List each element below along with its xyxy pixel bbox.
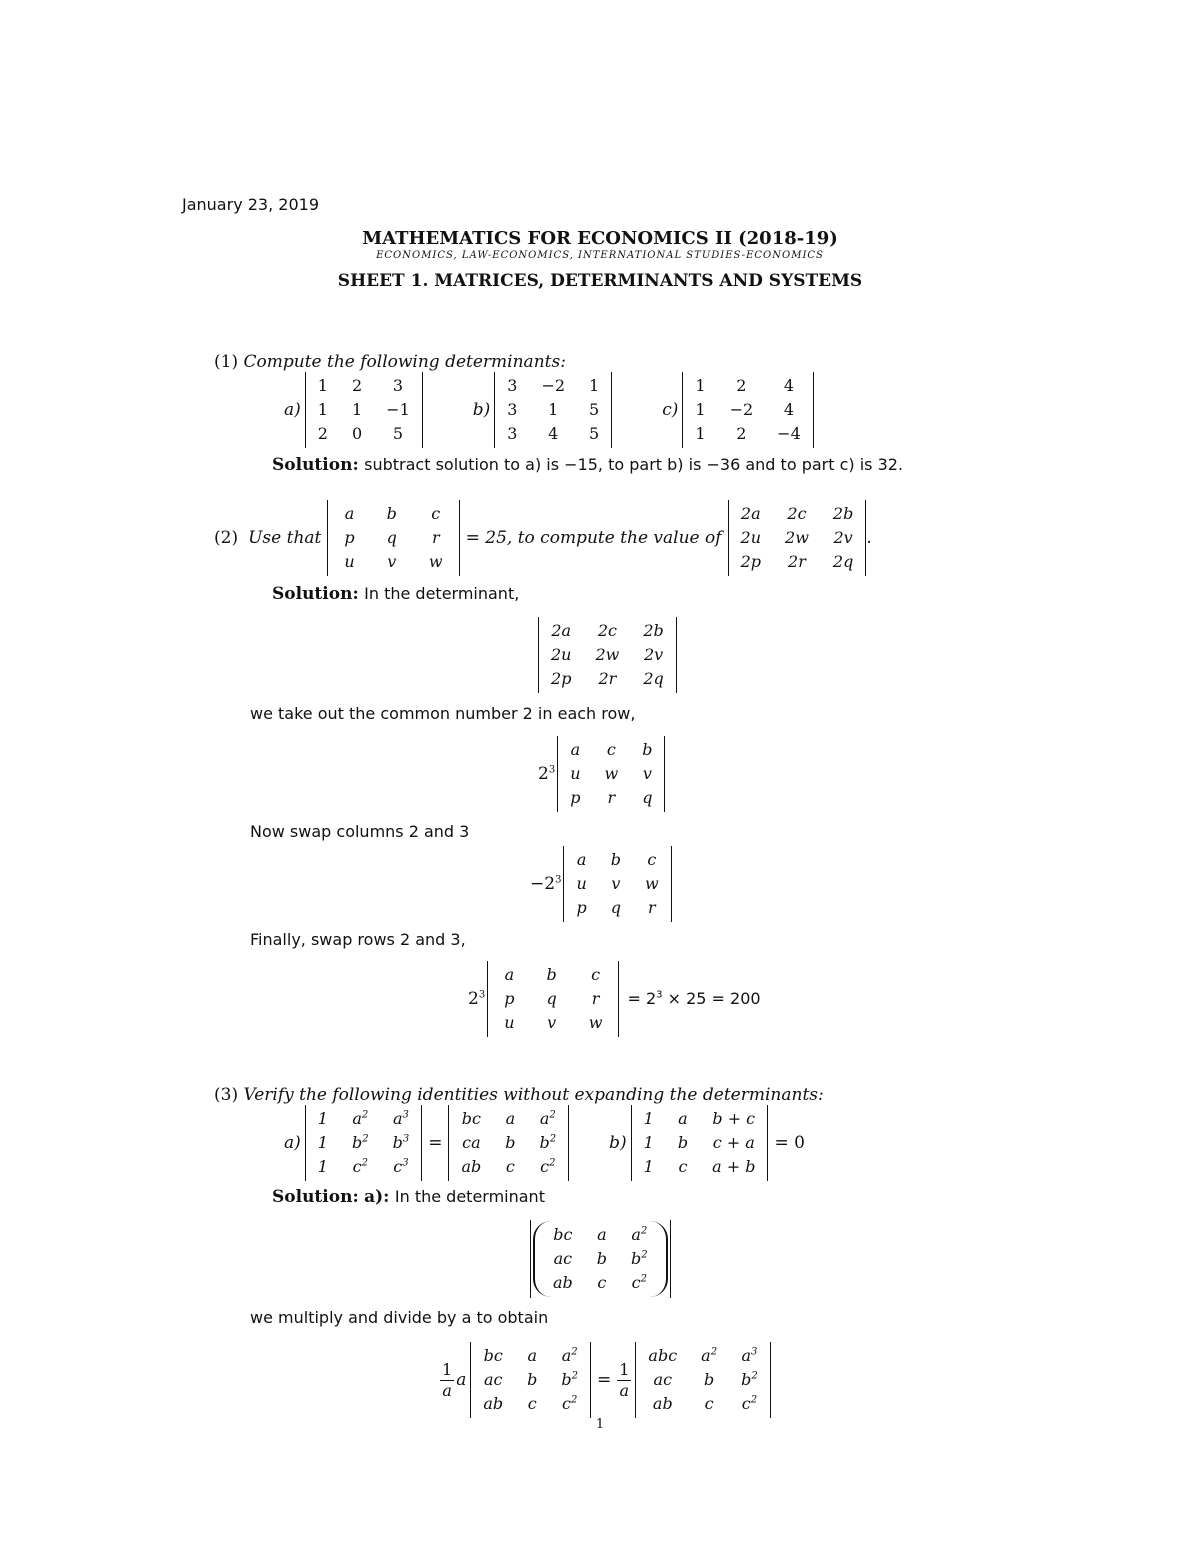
cell: b (610, 850, 622, 870)
problem-3-heading (214, 1085, 824, 1105)
denominator: a (442, 1380, 452, 1400)
coef-exp: 3 (555, 874, 562, 886)
part-label-a: a) (284, 1132, 301, 1153)
cell: 2v (833, 528, 853, 548)
identity-a-right-determinant: bc a $a^2$ ca b $b^2$ ab c $c^2$ (448, 1105, 569, 1181)
determinant (538, 617, 677, 693)
cell: 2a (551, 621, 572, 641)
cell: c (431, 504, 441, 524)
given-determinant (327, 500, 459, 576)
cell: c (606, 740, 616, 760)
cell: −1 (386, 400, 410, 420)
cell: u (344, 552, 355, 572)
equals-sign: = (596, 1369, 612, 1390)
programs-subtitle: ECONOMICS, LAW-ECONOMICS, INTERNATIONAL STUDIES-ECONOMICS (376, 250, 824, 261)
solution-part: a): (364, 1187, 390, 1207)
cell: 4 (783, 376, 795, 396)
cell: 2 (736, 424, 747, 444)
cell: 4 (783, 400, 795, 420)
equals-sign: = (428, 1132, 443, 1153)
part-label-a: a) (284, 399, 301, 420)
determinant-b (494, 372, 612, 448)
cell: 3 (392, 376, 404, 396)
cell: −4 (777, 424, 801, 444)
cell: 2p (740, 552, 761, 572)
step-1-text: we multiply and divide by a to obtain (250, 1308, 549, 1327)
cell: q (386, 528, 397, 548)
cell: a (576, 850, 587, 870)
determinant (487, 961, 619, 1037)
cell: r (607, 788, 616, 808)
coef-exp: 3 (478, 989, 486, 1001)
part-label-b: b) (609, 1132, 627, 1153)
solution-determinant-0 (538, 617, 677, 693)
cell: 2 (317, 424, 328, 444)
cell: 0 (351, 424, 363, 444)
coefficient (538, 764, 555, 784)
coef-base: 2 (468, 988, 479, 1009)
problem-number: (2) (214, 527, 239, 548)
punctuation: . (866, 527, 872, 548)
step-2-text: Now swap columns 2 and 3 (250, 822, 470, 841)
problem-2-solution (272, 584, 519, 604)
solution-text: In the determinant (394, 1187, 545, 1206)
problem-statement: Verify the following identities without expanding the determinants: (243, 1085, 824, 1105)
problem-number: (3) (214, 1085, 239, 1105)
result-prefix: = 2 (627, 989, 657, 1009)
target-determinant (728, 500, 867, 576)
cell: w (645, 874, 659, 894)
cell: 1 (695, 424, 706, 444)
course-title: MATHEMATICS FOR ECONOMICS II (2018-19) (362, 228, 838, 249)
solution-determinant-1 (538, 736, 665, 812)
denominator: a (619, 1380, 630, 1400)
cell: 2q (832, 552, 854, 572)
cell: 2 (736, 376, 747, 396)
cell: 5 (392, 424, 404, 444)
cell: a (504, 965, 515, 985)
cell: q (610, 898, 622, 918)
problem-1-solution (272, 455, 903, 475)
cell: −2 (541, 376, 566, 396)
problem-3-solution (272, 1187, 545, 1207)
page-number: 1 (595, 1417, 605, 1432)
cell: 2w (595, 645, 620, 665)
solution-3-expression (440, 1342, 771, 1418)
cell: 1 (548, 400, 559, 420)
cell: w (604, 764, 619, 784)
cell: 2b (832, 504, 854, 524)
equals-zero: = 0 (774, 1132, 805, 1153)
cell: u (576, 874, 587, 894)
coefficient (468, 989, 485, 1009)
coefficient (530, 874, 561, 894)
solution-text: In the determinant, (364, 584, 520, 603)
cell: 3 (507, 376, 518, 396)
fraction (440, 1360, 454, 1399)
problem-statement: Compute the following determinants: (243, 352, 566, 372)
determinant (557, 736, 665, 812)
cell: r (648, 898, 656, 918)
cell: w (428, 552, 443, 572)
result-exp: 3 (656, 990, 663, 1002)
cell: a (570, 740, 581, 760)
cell: 4 (548, 424, 559, 444)
cell: 1 (589, 376, 600, 396)
cell: p (576, 898, 587, 918)
cell: 5 (589, 400, 600, 420)
determinant-right: abc $a^2$ $a^3$ ac b $b^2$ ab c $c^2$ (635, 1342, 770, 1418)
identity-b-determinant: 1 a b + c 1 b c + a 1 c a + b (631, 1105, 769, 1181)
cell: u (504, 1013, 515, 1033)
cell: 2v (643, 645, 664, 665)
cell: 2u (740, 528, 762, 548)
cell: 1 (351, 400, 363, 420)
problem-3-identities (284, 1105, 805, 1181)
statement-text: Use that (248, 527, 322, 548)
cell: p (570, 788, 581, 808)
date: January 23, 2019 (182, 195, 319, 214)
cell: 2a (740, 504, 761, 524)
cell: p (344, 528, 355, 548)
cell: r (431, 528, 440, 548)
result-suffix: × 25 = 200 (667, 989, 761, 1009)
cell: 5 (589, 424, 600, 444)
problem-2-statement (214, 500, 872, 576)
coef-exp: 3 (548, 764, 556, 776)
cell: 2r (598, 669, 617, 689)
solution-3-determinant (530, 1220, 671, 1298)
neg-sign: − (530, 873, 545, 894)
identity-a-left-determinant: 1 $a^2$ $a^3$ 1 $b^2$ $b^3$ 1 $c^2$ $c^3$ (305, 1105, 422, 1181)
coef-base: 2 (544, 873, 556, 894)
result-expression (627, 989, 760, 1008)
cell: b (642, 740, 653, 760)
coef-base: 2 (538, 763, 549, 784)
fraction (617, 1360, 631, 1399)
cell: p (504, 989, 515, 1009)
step-text (250, 1308, 548, 1327)
cell: 1 (695, 376, 706, 396)
cell: u (570, 764, 581, 784)
determinant (563, 846, 671, 922)
cell: 2b (643, 621, 664, 641)
problem-1-determinants (284, 372, 814, 448)
cell: r (591, 989, 600, 1009)
solution-label: Solution: (272, 1187, 359, 1207)
determinant-bars (530, 1220, 671, 1298)
problem-number: (1) (214, 352, 239, 372)
problem-1-heading (214, 352, 566, 372)
cell: 2r (788, 552, 806, 572)
cell: 2c (597, 621, 617, 641)
factor: a (456, 1369, 467, 1390)
cell: −2 (729, 400, 754, 420)
cell: 2q (643, 669, 664, 689)
statement-text: = 25, to compute the value of (465, 527, 722, 548)
cell: 2w (785, 528, 809, 548)
cell: 3 (507, 424, 518, 444)
determinant-left: bc a $a^2$ ac b $b^2$ ab c $c^2$ (470, 1342, 591, 1418)
cell: w (588, 1013, 603, 1033)
cell: v (642, 764, 652, 784)
cell: c (647, 850, 657, 870)
cell: a (344, 504, 355, 524)
cell: 3 (507, 400, 518, 420)
cell: 1 (317, 400, 328, 420)
cell: b (386, 504, 397, 524)
determinant-a (305, 372, 423, 448)
cell: 1 (317, 376, 328, 396)
cell: 2u (551, 645, 572, 665)
cell: 1 (695, 400, 706, 420)
cell: 2p (551, 669, 572, 689)
numerator: 1 (619, 1360, 630, 1380)
determinant-c (682, 372, 813, 448)
part-label-b: b) (472, 399, 491, 420)
solution-determinant-2 (530, 846, 672, 922)
solution-label: Solution: (272, 455, 359, 475)
cell: q (546, 989, 557, 1009)
cell: v (611, 874, 621, 894)
cell: 2c (787, 504, 807, 524)
cell: 2 (351, 376, 363, 396)
cell: c (591, 965, 601, 985)
cell: v (547, 1013, 557, 1033)
matrix-parentheses: bc a $a^2$ ac b $b^2$ ab c $c^2$ (533, 1221, 668, 1297)
solution-determinant-3 (468, 961, 761, 1037)
cell: q (642, 788, 653, 808)
part-label-c: c) (662, 399, 679, 420)
step-1-text: we take out the common number 2 in each row, (250, 704, 636, 723)
solution-text: subtract solution to a) is −15, to part b) is −36 and to part c) is 32. (364, 455, 904, 474)
cell: v (387, 552, 397, 572)
solution-label: Solution: (272, 584, 359, 604)
step-3-text: Finally, swap rows 2 and 3, (250, 930, 466, 949)
sheet-title: SHEET 1. MATRICES, DETERMINANTS AND SYSTEMS (337, 271, 863, 291)
cell: b (546, 965, 557, 985)
numerator: 1 (442, 1360, 453, 1380)
